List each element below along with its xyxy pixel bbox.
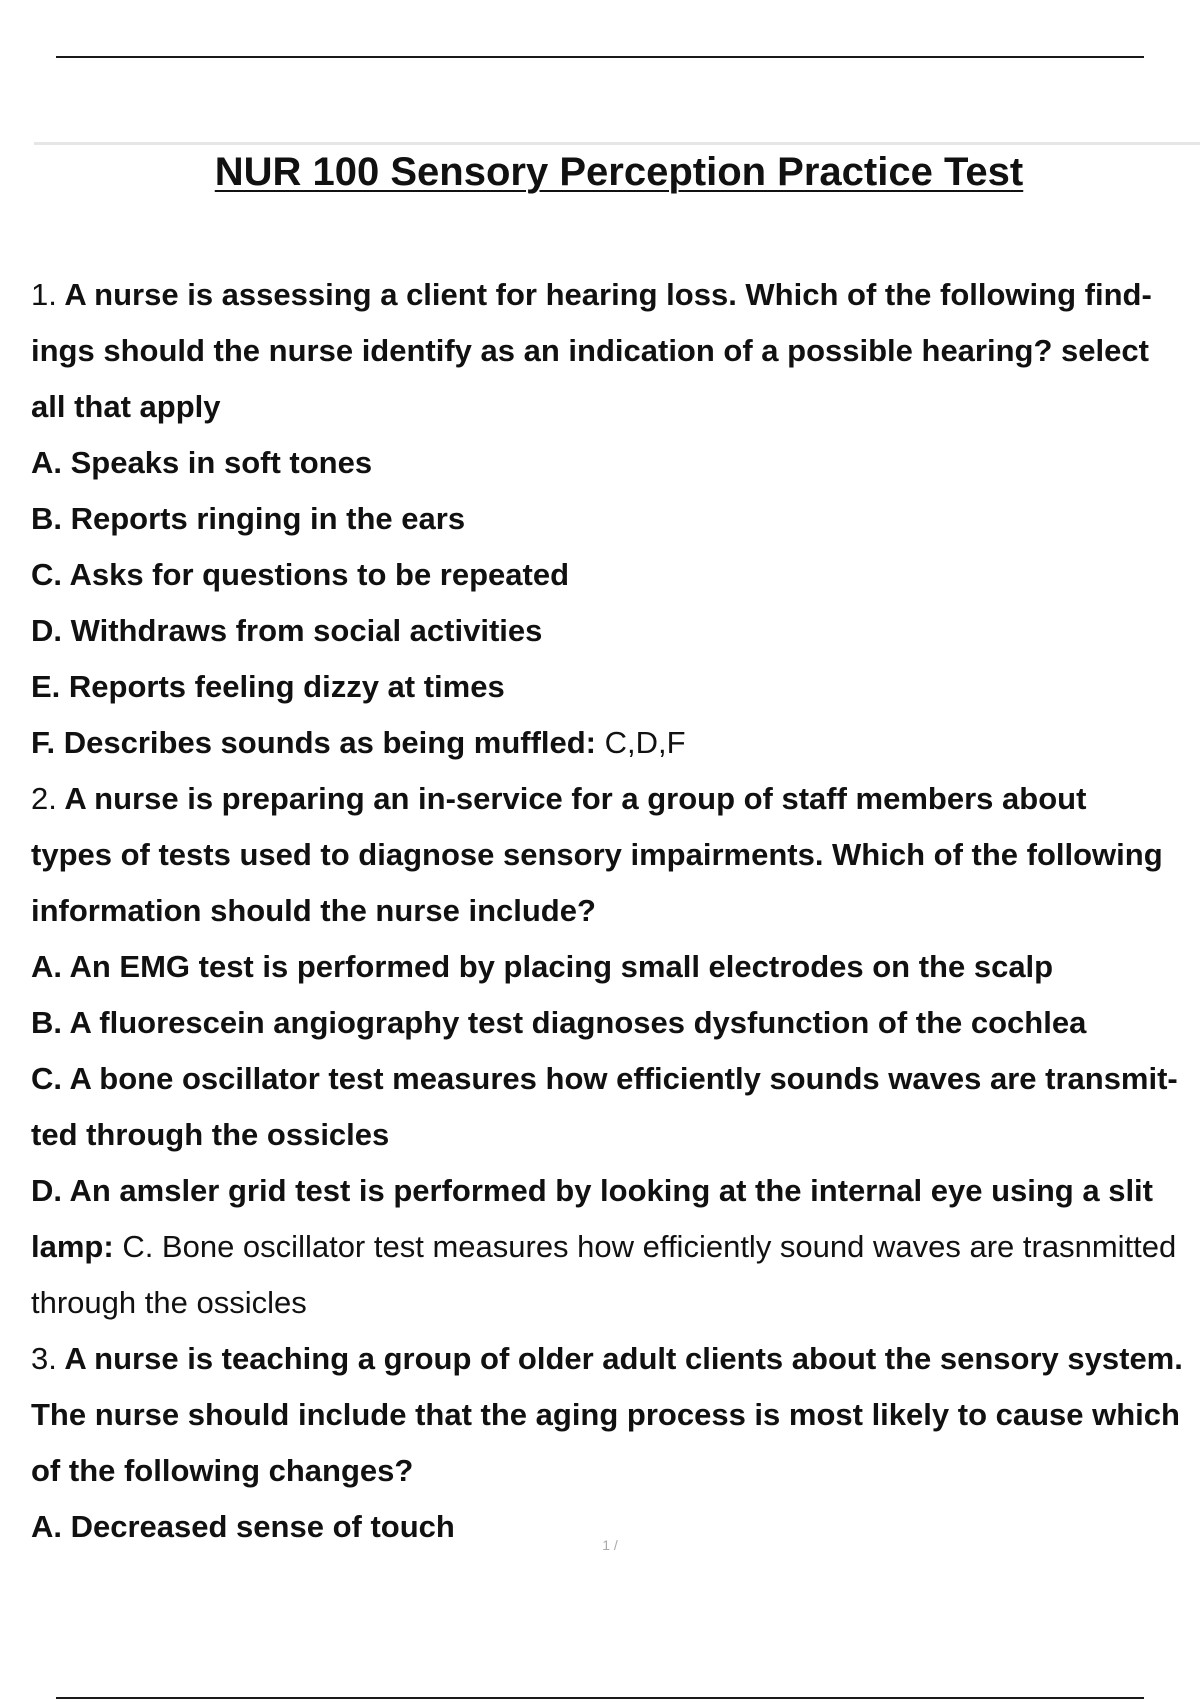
question-2-option-c-line-2: ted through the ossicles <box>31 1117 390 1152</box>
question-1-option-b: B. Reports ringing in the ears <box>31 501 466 536</box>
page-number: 1 / <box>602 1537 618 1553</box>
question-1-stem-line-2: ings should the nurse identify as an indication of a possible hearing? select <box>31 333 1149 368</box>
question-3-stem-line-3: of the following changes? <box>31 1453 414 1488</box>
question-3-stem-line-2: The nurse should include that the aging process is most likely to cause which <box>31 1397 1180 1432</box>
question-1-option-f: F. Describes sounds as being muffled: C,D,F <box>31 725 686 760</box>
question-2-option-d-line-2: lamp: C. Bone oscillator test measures how efficiently sound waves are trasnmitted <box>31 1229 1177 1264</box>
question-1-stem-line-1: 1. A nurse is assessing a client for hearing loss. Which of the following find- <box>31 277 1152 312</box>
question-2-number: 2. <box>31 781 57 816</box>
question-2-option-a: A. An EMG test is performed by placing small electrodes on the scalp <box>31 949 1054 984</box>
bottom-rule <box>56 1697 1144 1699</box>
question-3-stem-line-1: 3. A nurse is teaching a group of older adult clients about the sensory system. <box>31 1341 1183 1376</box>
question-2-option-c-line-1: C. A bone oscillator test measures how efficiently sounds waves are transmit- <box>31 1061 1178 1096</box>
question-2-option-d-line-1: D. An amsler grid test is performed by looking at the internal eye using a slit <box>31 1173 1153 1208</box>
question-2-answer-line-1: C. Bone oscillator test measures how efficiently sound waves are trasnmitted <box>122 1229 1177 1264</box>
question-2-stem-line-2: types of tests used to diagnose sensory impairments. Which of the following <box>31 837 1163 872</box>
question-1-answer: C,D,F <box>604 725 686 760</box>
question-1-stem-line-3: all that apply <box>31 389 221 424</box>
question-2-stem-line-1: 2. A nurse is preparing an in-service for a group of staff members about <box>31 781 1087 816</box>
top-rule <box>56 56 1144 58</box>
question-1-option-c: C. Asks for questions to be repeated <box>31 557 570 592</box>
question-3-number: 3. <box>31 1341 57 1376</box>
document-title: NUR 100 Sensory Perception Practice Test <box>214 150 1024 194</box>
question-1-number: 1. <box>31 277 57 312</box>
question-1-option-a: A. Speaks in soft tones <box>31 445 373 480</box>
question-1-option-d: D. Withdraws from social activities <box>31 613 543 648</box>
question-2-option-b: B. A fluorescein angiography test diagnoses dysfunction of the cochlea <box>31 1005 1087 1040</box>
question-1-option-e: E. Reports feeling dizzy at times <box>31 669 505 704</box>
header-divider <box>34 142 1200 145</box>
question-3-option-a: A. Decreased sense of touch <box>31 1509 455 1544</box>
question-2-answer-line-2: through the ossicles <box>31 1285 307 1320</box>
question-2-stem-line-3: information should the nurse include? <box>31 893 596 928</box>
question-list <box>31 267 1200 1555</box>
